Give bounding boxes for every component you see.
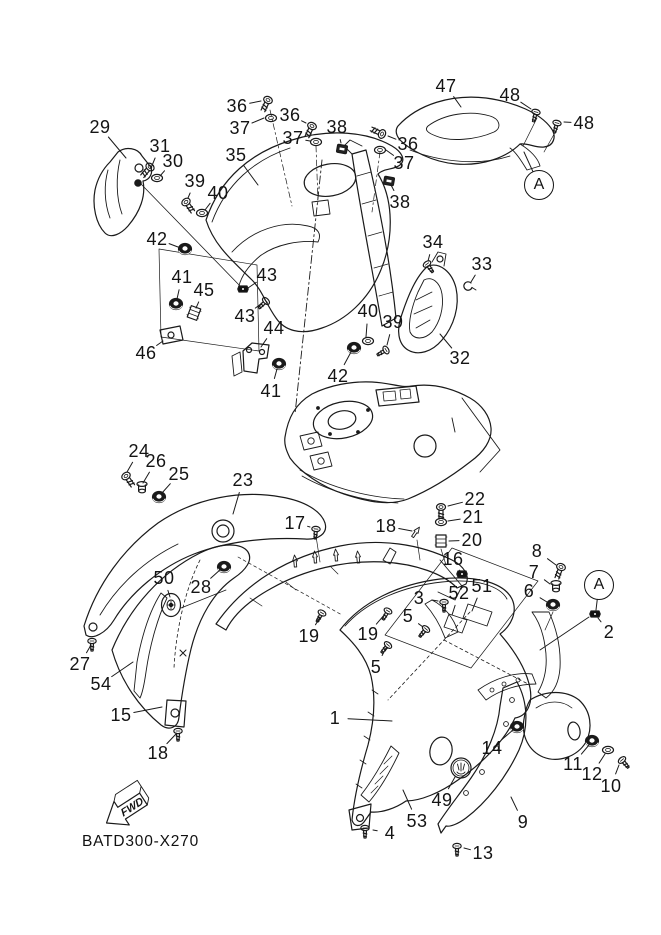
leader-line: [143, 472, 149, 483]
leader-line: [348, 719, 392, 721]
part-callout-48: 48: [499, 85, 521, 105]
view-marker-A: A: [584, 570, 614, 600]
part-callout-31: 31: [149, 136, 171, 156]
leader-line: [452, 605, 455, 615]
part-callout-2: 2: [603, 622, 615, 642]
part-callout-41: 41: [260, 381, 282, 401]
leader-line: [386, 150, 394, 155]
part-callout-14: 14: [481, 738, 503, 758]
part-callout-30: 30: [162, 151, 184, 171]
part-callout-43: 43: [234, 306, 256, 326]
part-callout-40: 40: [357, 301, 379, 321]
part-callout-36: 36: [226, 96, 248, 116]
part-callout-37: 37: [282, 128, 304, 148]
leader-line: [250, 101, 261, 103]
part-callout-25: 25: [168, 464, 190, 484]
hardware-washer-icon: [363, 337, 374, 344]
hardware-grommet-icon: [586, 736, 599, 747]
leader-line: [616, 765, 619, 774]
hardware-fscrew-icon: [529, 108, 540, 122]
part-callout-16: 16: [442, 549, 464, 569]
leader-line: [376, 614, 385, 624]
leader-line: [302, 121, 306, 123]
leader-line: [448, 502, 462, 506]
leader-line: [471, 275, 475, 282]
part-callout-46: 46: [135, 343, 157, 363]
part-callout-13: 13: [472, 843, 494, 863]
part-callout-29: 29: [89, 117, 111, 137]
leader-line: [108, 137, 126, 158]
hardware-washer-icon: [436, 518, 447, 525]
part-callout-10: 10: [600, 776, 622, 796]
view-marker-A: A: [524, 170, 554, 200]
leader-line: [261, 339, 267, 347]
part-callout-7: 7: [528, 562, 540, 582]
hardware-grommet-icon: [547, 600, 560, 611]
hardware-fscrew-icon: [617, 755, 632, 770]
part-callout-44: 44: [263, 318, 285, 338]
fuel-tank: [285, 382, 500, 503]
hardware-pin-icon: [355, 551, 361, 563]
hardware-fscrew-icon: [375, 345, 390, 359]
hardware-grommet-icon: [170, 299, 183, 310]
part-callout-48: 48: [573, 113, 595, 133]
hardware-screw-icon: [553, 562, 567, 580]
hardware-screw-icon: [120, 471, 136, 489]
part-callout-9: 9: [517, 812, 529, 832]
hardware-fscrew-icon: [361, 825, 369, 838]
leader-line: [274, 369, 277, 379]
hardware-washer-icon: [197, 209, 208, 216]
rear-bracket: [523, 612, 590, 759]
leader-line: [211, 569, 221, 578]
part-callout-27: 27: [69, 654, 91, 674]
hardware-washer-icon: [603, 746, 614, 753]
hardware-screw-icon: [437, 504, 446, 519]
hardware-pin-icon: [333, 549, 339, 561]
part-callout-26: 26: [145, 451, 167, 471]
part-callout-35: 35: [225, 145, 247, 165]
leader-line: [306, 140, 310, 141]
part-callout-38: 38: [326, 117, 348, 137]
leader-line: [399, 529, 412, 532]
part-callout-6: 6: [523, 581, 535, 601]
part-callout-42: 42: [327, 366, 349, 386]
diagram-code: BATD300-X270: [82, 833, 200, 850]
part-callout-18: 18: [375, 516, 397, 536]
part-callout-22: 22: [464, 489, 486, 509]
leader-line: [160, 171, 165, 176]
part-callout-40: 40: [207, 183, 229, 203]
part-callout-36: 36: [397, 134, 419, 154]
part-callout-32: 32: [449, 348, 471, 368]
leader-line: [112, 662, 133, 677]
leader-line: [162, 484, 170, 493]
part-callout-45: 45: [193, 280, 215, 300]
part-callout-11: 11: [563, 754, 583, 774]
part-callout-50: 50: [153, 568, 175, 588]
part-callout-8: 8: [531, 541, 543, 561]
hardware-washer-icon: [311, 138, 322, 145]
hardware-grommet-icon: [153, 492, 166, 503]
hardware-screw-icon: [180, 197, 196, 215]
hardware-nutdark-icon: [590, 611, 600, 617]
hardware-grommet-icon: [348, 343, 361, 354]
part-callout-12: 12: [581, 764, 603, 784]
leader-line: [448, 519, 460, 521]
part-callout-18: 18: [147, 743, 169, 763]
leader-line: [196, 302, 199, 308]
part-callout-38: 38: [389, 192, 411, 212]
hardware-bushing-icon: [551, 581, 561, 592]
leader-line: [157, 341, 163, 346]
fwd-label: FWD: [119, 795, 146, 820]
leader-line: [540, 598, 547, 602]
hardware-emblem-icon: [451, 758, 471, 778]
part-callout-3: 3: [413, 588, 425, 608]
leader-line: [344, 352, 351, 365]
leader-line: [134, 707, 162, 713]
hardware-grommet-icon: [179, 244, 192, 255]
part-callout-28: 28: [190, 577, 212, 597]
part-callout-23: 23: [232, 470, 254, 490]
leader-line: [387, 335, 390, 345]
part-callout-17: 17: [284, 513, 306, 533]
hardware-damper-icon: [435, 535, 447, 547]
hardware-disc-icon: [162, 594, 181, 617]
part-callout-33: 33: [471, 254, 493, 274]
leader-line: [248, 282, 256, 288]
part-callout-4: 4: [384, 823, 396, 843]
part-callout-52: 52: [448, 583, 470, 603]
part-callout-42: 42: [146, 229, 168, 249]
part-53-stripe: [361, 746, 399, 802]
part-callout-36: 36: [279, 105, 301, 125]
hardware-nutdark-icon: [238, 286, 248, 292]
leader-line: [188, 193, 190, 198]
part-callout-49: 49: [431, 790, 453, 810]
part-callout-39: 39: [184, 171, 206, 191]
leader-line: [151, 158, 155, 168]
part-callout-41: 41: [171, 267, 193, 287]
hardware-screw-icon: [259, 95, 274, 113]
hardware-pin-icon: [411, 526, 422, 539]
bracket-46: [160, 326, 183, 344]
leader-line: [472, 598, 477, 611]
hardware-pin-icon: [292, 555, 298, 567]
hardware-fscrew-icon: [422, 259, 436, 274]
hardware-fscrew-icon: [453, 843, 461, 856]
tank-side-rail: [344, 140, 396, 326]
hardware-fscrew-icon: [313, 609, 327, 624]
part-callout-5: 5: [370, 657, 382, 677]
leader-line: [177, 290, 179, 299]
hardware-bushing-icon: [137, 482, 147, 493]
leader-line: [205, 203, 210, 210]
stay-rail: [216, 542, 470, 638]
leader-line: [169, 244, 178, 247]
leader-line: [599, 754, 605, 763]
leader-line: [548, 559, 557, 565]
leader-line: [373, 830, 377, 831]
leader-line: [419, 624, 424, 627]
leader-line: [308, 526, 310, 527]
leader-line: [388, 136, 396, 139]
part-15-side-cover-front: [112, 545, 250, 728]
part-callout-34: 34: [422, 232, 444, 252]
leader-line: [252, 118, 264, 123]
hardware-nutdark-icon: [457, 571, 467, 577]
hardware-grommet-icon: [273, 359, 286, 370]
part-callout-53: 53: [406, 811, 428, 831]
hardware-fscrew-icon: [416, 624, 431, 639]
part-callout-54: 54: [90, 674, 112, 694]
hardware-damper-icon: [186, 305, 201, 320]
leader-line: [403, 790, 412, 809]
part-callout-51: 51: [471, 576, 493, 596]
part-callout-47: 47: [435, 76, 457, 96]
leader-line: [524, 152, 533, 171]
part-callout-19: 19: [357, 624, 379, 644]
hardware-screw-icon: [303, 121, 318, 139]
part-callout-1: 1: [329, 708, 341, 728]
part-callout-19: 19: [298, 626, 320, 646]
part-callout-21: 21: [462, 507, 484, 527]
hardware-clip-icon: [336, 144, 347, 154]
part-callout-20: 20: [461, 530, 483, 550]
leader-line: [544, 580, 550, 584]
leader-line: [598, 618, 601, 622]
hardware-clip-icon: [383, 176, 394, 186]
part-callout-37: 37: [393, 153, 415, 173]
leader-line: [511, 797, 517, 810]
leader-line: [464, 848, 470, 850]
leader-line: [366, 324, 367, 337]
part-callout-24: 24: [128, 441, 150, 461]
hardware-cring-icon: [464, 282, 476, 290]
part-callout-15: 15: [110, 705, 132, 725]
leader-line: [340, 140, 341, 143]
part-callout-5: 5: [402, 606, 414, 626]
hardware-fscrew-icon: [379, 607, 393, 622]
leader-line: [127, 462, 133, 472]
part-callout-37: 37: [229, 118, 251, 138]
fwd-arrow: [96, 780, 155, 834]
part-callout-39: 39: [382, 312, 404, 332]
hardware-fscrew-icon: [550, 119, 561, 133]
part-callout-43: 43: [256, 265, 278, 285]
leader-line: [596, 600, 597, 610]
